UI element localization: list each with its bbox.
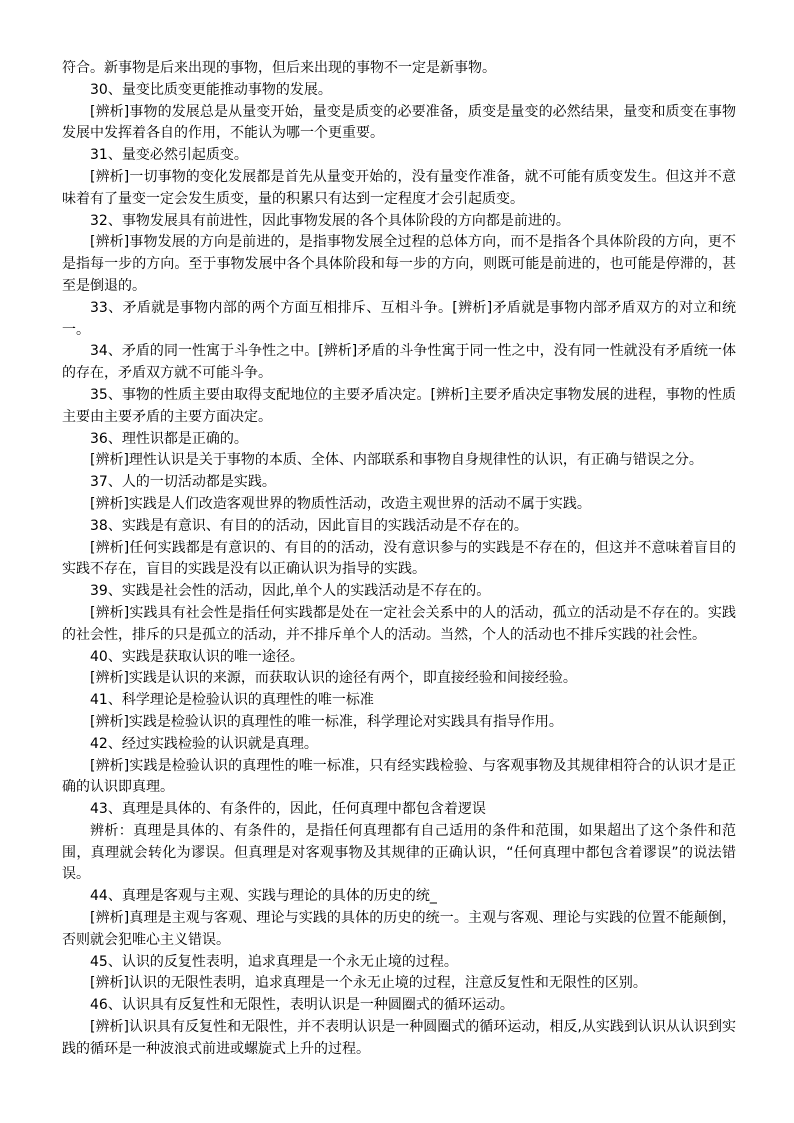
question-39: 39、实践是社会性的活动，因此,单个人的实践活动是不存在的。 — [90, 583, 491, 600]
analysis-40: [辨析]实践是认识的来源，而获取认识的途径有两个，即直接经验和间接经验。 — [90, 670, 577, 687]
question-40: 40、实践是获取认识的唯一途径。 — [90, 648, 304, 665]
analysis-37: [辨析]实践是人们改造客观世界的物质性活动，改造主观世界的活动不属于实践。 — [90, 495, 591, 512]
analysis-44: [辨析]真理是主观与客观、理论与实践的具体的历史的统一。主观与客观、理论与实践的位置不能颠倒，否则就会犯唯心主义错误。 — [62, 910, 736, 948]
question-36: 36、理性识都是正确的。 — [90, 430, 248, 447]
question-46: 46、认识具有反复性和无限性，表明认识是一种圆圈式的循环运动。 — [90, 997, 514, 1014]
document-page — [62, 58, 736, 1061]
question-33: 33、矛盾就是事物内部的两个方面互相排斥、互相斗争。[辨析]矛盾就是事物内部矛盾双方的对立和统一。 — [62, 299, 736, 338]
analysis-39: [辨析]实践具有社会性是指任何实践都是处在一定社会关系中的人的活动，孤立的活动是不存在的。实践的社会性，排斥的只是孤立的活动，并不排斥单个人的活动。当然，个人的活动也不排斥实践的社会性。 — [62, 604, 736, 643]
paragraph-continuation: 符合。新事物是后来出现的事物，但后来出现的事物不一定是新事物。 — [62, 60, 496, 76]
question-34: 34、矛盾的同一性寓于斗争性之中。[辨析]矛盾的斗争性寓于同一性之中，没有同一性就没有矛盾统一体的存在，矛盾双方就不可能斗争。 — [62, 343, 736, 382]
analysis-43: 辨析：真理是具体的、有条件的，是指任何真理都有自己适用的条件和范围，如果超出了这个条件和范围，真理就会转化为谬误。但真理是对客观事物及其规律的正确认识，“任何真理中都包含着谬误”的说法错误。 — [62, 822, 736, 883]
question-38: 38、实践是有意识、有目的的活动，因此盲目的实践活动是不存在的。 — [90, 517, 528, 534]
analysis-38: [辨析]任何实践都是有意识的、有目的的活动，没有意识参与的实践是不存在的，但这并不意味着盲目的实践不存在，盲目的实践是没有以正确认识为指导的实践。 — [62, 539, 736, 578]
analysis-46: [辨析]认识具有反复性和无限性，并不表明认识是一种圆圈式的循环运动，相反,从实践到认识从认识到实践的循环是一种波浪式前进或螺旋式上升的过程。 — [62, 1019, 736, 1057]
question-30: 30、量变比质变更能推动事物的发展。 — [90, 81, 332, 98]
question-32: 32、事物发展具有前进性，因此事物发展的各个具体阶段的方向都是前进的。 — [90, 212, 570, 229]
question-43: 43、真理是具体的、有条件的，因此，任何真理中都包含着逻误 — [90, 801, 486, 818]
analysis-42: [辨析]实践是检验认识的真理性的唯一标准，只有经实践检验、与客观事物及其规律相符合的认识才是正确的认识即真理。 — [62, 757, 736, 796]
question-42: 42、经过实践检验的认识就是真理。 — [90, 735, 318, 752]
analysis-30: [辨析]事物的发展总是从量变开始，量变是质变的必要准备，质变是量变的必然结果，量变和质变在事物发展中发挥着各自的作用，不能认为哪一个更重要。 — [62, 103, 736, 142]
question-44: 44、真理是客观与主观、实践与理论的具体的历史的统_ — [90, 888, 437, 905]
question-37: 37、人的一切活动都是实践。 — [90, 474, 276, 491]
question-35: 35、事物的性质主要由取得支配地位的主要矛盾决定。[辨析]主要矛盾决定事物发展的进程，事物的性质主要由主要矛盾的主要方面决定。 — [62, 386, 736, 425]
question-45: 45、认识的反复性表明，追求真理是一个永无止境的过程。 — [90, 953, 458, 970]
analysis-31: [辨析]一切事物的变化发展都是首先从量变开始的，没有量变作准备，就不可能有质变发生。但这并不意味着有了量变一定会发生质变，量的积累只有达到一定程度才会引起质变。 — [62, 168, 736, 207]
analysis-36: [辨析]理性认识是关于事物的本质、全体、内部联系和事物自身规律性的认识，有正确与错误之分。 — [90, 452, 703, 469]
analysis-32: [辨析]事物发展的方向是前进的，是指事物发展全过程的总体方向，而不是指各个具体阶段的方向，更不是指每一步的方向。至于事物发展中各个具体阶段和每一步的方向，则既可能是前进的，也可能是停滞的，甚至是倒退的。 — [62, 234, 736, 294]
analysis-45: [辨析]认识的无限性表明，追求真理是一个永无止境的过程，注意反复性和无限性的区别。 — [90, 975, 647, 992]
question-41: 41、科学理论是检验认识的真理性的唯一标准 — [90, 692, 374, 709]
question-31: 31、量变必然引起质变。 — [90, 147, 248, 164]
analysis-41: [辨析]实践是检验认识的真理性的唯一标准，科学理论对实践具有指导作用。 — [90, 713, 563, 730]
